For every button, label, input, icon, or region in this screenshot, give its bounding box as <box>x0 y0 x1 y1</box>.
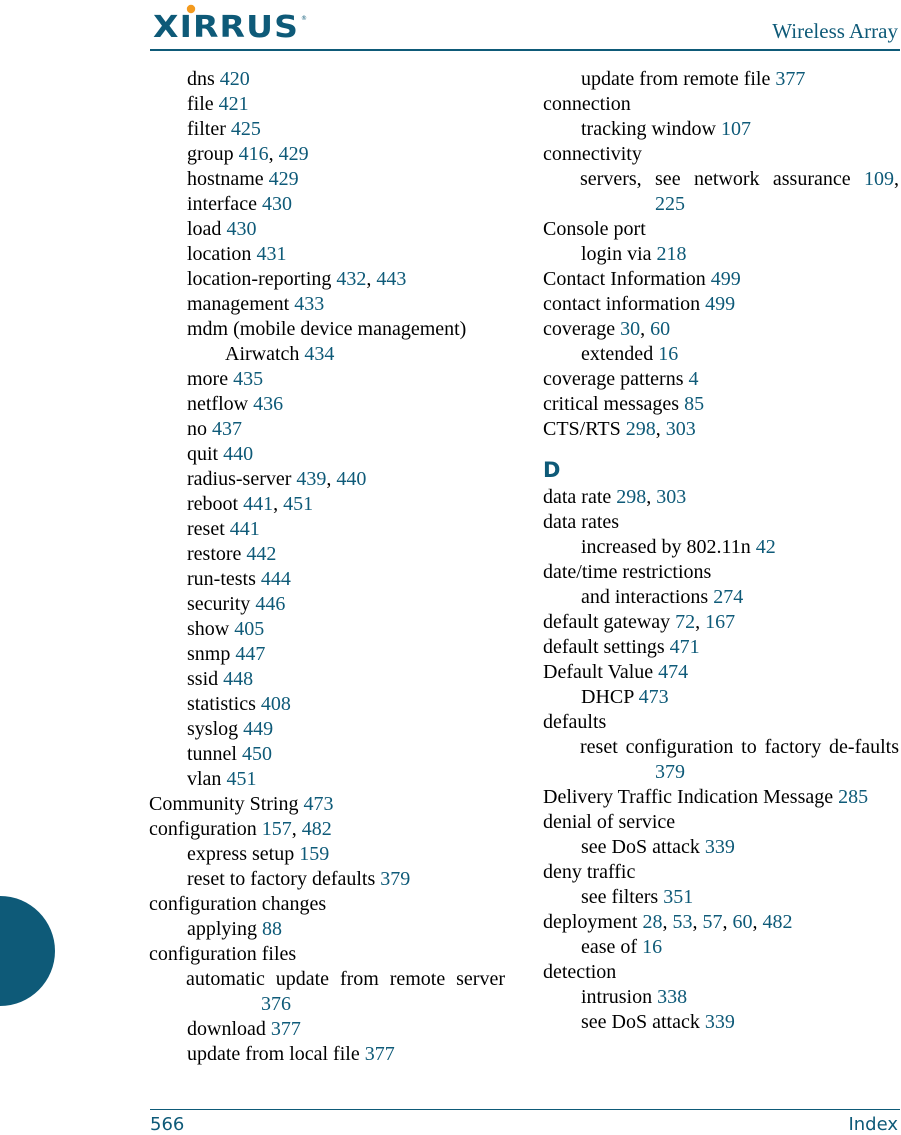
page-reference-link[interactable]: 440 <box>336 468 367 490</box>
index-term: hostname <box>187 168 264 190</box>
page-reference-link[interactable]: 72 <box>675 611 696 633</box>
index-entry <box>543 267 899 292</box>
page-reference-link[interactable]: 448 <box>223 668 254 690</box>
index-entry <box>149 867 505 892</box>
page-reference-link[interactable]: 450 <box>242 743 272 765</box>
index-term: contact information <box>543 293 701 315</box>
page-reference-link[interactable]: 339 <box>704 836 735 858</box>
index-entry <box>149 642 505 667</box>
index-entry <box>543 535 899 560</box>
page-reference-link[interactable]: 53 <box>672 911 693 933</box>
index-term: reset to factory defaults <box>187 868 376 890</box>
index-entry <box>543 885 899 910</box>
index-entry <box>149 367 505 392</box>
index-entry <box>149 942 505 967</box>
index-term: netflow <box>187 393 249 415</box>
index-term: update from remote file <box>581 68 771 90</box>
index-entry <box>543 510 899 535</box>
index-term: location-reporting <box>187 268 332 290</box>
index-term: reset configuration to factory de-faults <box>580 736 899 758</box>
index-entry: location-reporting 432, 443 <box>187 268 407 290</box>
index-entry: radius-server 439, 440 <box>187 468 367 490</box>
index-entry: CTS/RTS 298, 303 <box>543 418 696 440</box>
header-title: Wireless Array <box>772 19 898 43</box>
index-term: management <box>187 293 290 315</box>
index-entry <box>149 692 505 717</box>
index-entry: coverage 30, 60 <box>543 318 671 340</box>
page-reference-link[interactable]: 298 <box>616 486 647 508</box>
index-term: data rates <box>543 511 620 533</box>
index-entry <box>149 417 505 442</box>
page-reference-link[interactable]: 16 <box>658 343 679 365</box>
page-reference-link[interactable]: 57 <box>702 911 723 933</box>
index-term: deployment <box>543 911 638 933</box>
page-reference-link[interactable]: 439 <box>296 468 327 490</box>
page-reference-link[interactable]: 298 <box>625 418 656 440</box>
index-term: file <box>187 93 214 115</box>
index-term: interface <box>187 193 257 215</box>
index-term: show <box>187 618 230 640</box>
index-term: location <box>187 243 252 265</box>
index-term: critical messages <box>543 393 680 415</box>
index-term: ease of <box>581 936 638 958</box>
page-reference-link[interactable]: 451 <box>283 493 314 515</box>
page-reference-link[interactable]: 218 <box>656 243 687 265</box>
page-reference-link[interactable]: 433 <box>294 293 325 315</box>
index-term: denial of service <box>543 811 676 833</box>
page-reference-link[interactable]: 429 <box>278 143 309 165</box>
page-reference-link[interactable]: 30 <box>620 318 641 340</box>
index-entry: default gateway 72, 167 <box>543 611 736 633</box>
page-reference-link[interactable]: 431 <box>256 243 287 265</box>
index-entry <box>149 442 505 467</box>
page-reference-link[interactable]: 429 <box>268 168 299 190</box>
index-term: Community String <box>149 793 299 815</box>
index-term: restore <box>187 543 242 565</box>
page-reference-link[interactable]: 85 <box>684 393 705 415</box>
index-entry <box>149 192 505 217</box>
page-reference-link[interactable]: 420 <box>219 68 250 90</box>
page-reference-link[interactable]: 441 <box>243 493 274 515</box>
index-term: CTS/RTS <box>543 418 621 440</box>
page-reference-link[interactable]: 16 <box>642 936 663 958</box>
index-column-left <box>149 67 505 1067</box>
index-term: automatic update from remote server <box>186 968 505 990</box>
page-reference-link[interactable]: 421 <box>218 93 249 115</box>
page-reference-link[interactable]: 225 <box>655 193 685 215</box>
index-entry <box>543 660 899 685</box>
index-entry: servers, see network assurance 109, 225 <box>580 168 899 215</box>
page-reference-link[interactable]: 60 <box>732 911 753 933</box>
page-reference-link[interactable]: 425 <box>230 118 261 140</box>
index-entry <box>149 67 505 92</box>
index-entry <box>543 860 899 885</box>
index-entry <box>149 242 505 267</box>
section-thumb-tab <box>0 896 55 1006</box>
index-entry <box>543 242 899 267</box>
index-term: snmp <box>187 643 231 665</box>
page-reference-link[interactable]: 274 <box>713 586 744 608</box>
index-term: intrusion <box>581 986 653 1008</box>
index-entry <box>543 117 899 142</box>
index-term: date/time restrictions <box>543 561 712 583</box>
index-term: security <box>187 593 251 615</box>
index-entry <box>543 835 899 860</box>
footer-section-label: Index <box>848 1114 898 1135</box>
index-column-right <box>543 67 899 1035</box>
page-reference-link[interactable]: 379 <box>380 868 411 890</box>
index-entry <box>543 142 899 167</box>
index-term: Contact Information <box>543 268 706 290</box>
page-reference-link[interactable]: 408 <box>260 693 291 715</box>
index-entry <box>543 735 899 785</box>
page-reference-link[interactable]: 4 <box>688 368 699 390</box>
index-entry <box>149 217 505 242</box>
page-reference-link[interactable]: 109 <box>864 168 894 190</box>
index-entry <box>149 967 505 1017</box>
index-term: configuration <box>149 818 257 840</box>
index-term: Default Value <box>543 661 654 683</box>
index-entry <box>543 560 899 585</box>
index-term: applying <box>187 918 257 940</box>
index-term: dns <box>187 68 215 90</box>
page-reference-link[interactable]: 499 <box>710 268 741 290</box>
page-reference-link[interactable]: 446 <box>255 593 286 615</box>
index-term: default settings <box>543 636 665 658</box>
index-entry <box>149 1042 505 1067</box>
index-entry <box>543 635 899 660</box>
index-term: Delivery Traffic Indication Message <box>543 786 834 808</box>
index-term: group <box>187 143 234 165</box>
index-entry <box>543 960 899 985</box>
index-term: quit <box>187 443 219 465</box>
index-term: load <box>187 218 222 240</box>
page-reference-link[interactable]: 447 <box>235 643 266 665</box>
xirrus-logo <box>152 4 307 42</box>
index-term: and interactions <box>581 586 709 608</box>
index-term: coverage <box>543 318 616 340</box>
index-entry <box>149 542 505 567</box>
index-entry: deployment 28, 53, 57, 60, 482 <box>543 911 793 933</box>
index-term: configuration files <box>149 943 297 965</box>
page-reference-link[interactable]: 107 <box>720 118 751 140</box>
page-reference-link[interactable]: 441 <box>229 518 260 540</box>
index-entry <box>149 717 505 742</box>
index-term: configuration changes <box>149 893 327 915</box>
index-term: vlan <box>187 768 222 790</box>
index-entry <box>149 917 505 942</box>
page-reference-link[interactable]: 377 <box>270 1018 301 1040</box>
index-entry <box>149 342 505 367</box>
index-entry: data rate 298, 303 <box>543 486 687 508</box>
index-entry <box>543 367 899 392</box>
page-reference-link[interactable]: 303 <box>665 418 696 440</box>
index-term: radius-server <box>187 468 292 490</box>
index-entry <box>543 92 899 117</box>
page-reference-link[interactable]: 28 <box>642 911 663 933</box>
index-entry <box>543 217 899 242</box>
index-section-letter: D <box>543 458 561 482</box>
page-reference-link[interactable]: 351 <box>663 886 694 908</box>
page-reference-link[interactable]: 473 <box>638 686 669 708</box>
index-term: download <box>187 1018 266 1040</box>
page-reference-link[interactable]: 437 <box>212 418 242 440</box>
page-reference-link[interactable]: 436 <box>253 393 284 415</box>
index-entry <box>543 935 899 960</box>
page-reference-link[interactable]: 482 <box>762 911 793 933</box>
index-entry <box>543 710 899 735</box>
index-term: express setup <box>187 843 295 865</box>
index-term: run-tests <box>187 568 256 590</box>
index-term: see filters <box>581 886 659 908</box>
page-reference-link[interactable]: 42 <box>755 536 776 558</box>
page-reference-link[interactable]: 451 <box>226 768 257 790</box>
index-term: increased by 802.11n <box>581 536 751 558</box>
index-term: tracking window <box>581 118 716 140</box>
index-term: see DoS attack <box>581 1011 700 1033</box>
index-entry <box>543 685 899 710</box>
index-term: deny traffic <box>543 861 636 883</box>
index-entry <box>149 842 505 867</box>
page-reference-link[interactable]: 473 <box>303 793 334 815</box>
page-reference-link[interactable]: 442 <box>246 543 277 565</box>
index-term: extended <box>581 343 654 365</box>
page-reference-link[interactable]: 285 <box>838 786 869 808</box>
index-entry <box>543 810 899 835</box>
index-entry <box>149 117 505 142</box>
index-entry <box>543 785 899 810</box>
svg-text:®: ® <box>301 15 307 22</box>
header-rule <box>150 49 900 51</box>
index-term: mdm (mobile device management) <box>187 318 467 340</box>
index-term: see DoS attack <box>581 836 700 858</box>
page-reference-link[interactable]: 167 <box>705 611 736 633</box>
index-term: reboot <box>187 493 239 515</box>
page-reference-link[interactable]: 430 <box>261 193 292 215</box>
page-reference-link[interactable]: 435 <box>233 368 264 390</box>
index-entry <box>149 792 505 817</box>
index-entry <box>543 67 899 92</box>
index-term: connection <box>543 93 631 115</box>
page-reference-link[interactable]: 60 <box>650 318 671 340</box>
index-term: DHCP <box>581 686 634 708</box>
index-entry <box>149 592 505 617</box>
index-term: detection <box>543 961 617 983</box>
page-reference-link[interactable]: 444 <box>260 568 291 590</box>
index-entry <box>149 1017 505 1042</box>
index-entry: group 416, 429 <box>187 143 309 165</box>
index-term: ssid <box>187 668 219 690</box>
index-entry <box>149 617 505 642</box>
page-number: 566 <box>150 1114 185 1135</box>
index-term: coverage patterns <box>543 368 684 390</box>
index-entry <box>543 292 899 317</box>
index-entry <box>149 167 505 192</box>
index-entry <box>149 292 505 317</box>
index-entry <box>543 585 899 610</box>
index-term: update from local file <box>187 1043 360 1065</box>
page-reference-link[interactable]: 377 <box>775 68 806 90</box>
page-reference-link[interactable]: 471 <box>669 636 700 658</box>
index-term: filter <box>187 118 226 140</box>
index-term: Console port <box>543 218 646 240</box>
index-term: tunnel <box>187 743 237 765</box>
index-entry: reboot 441, 451 <box>187 493 314 515</box>
index-entry: configuration 157, 482 <box>149 818 332 840</box>
index-entry <box>149 567 505 592</box>
page-reference-link[interactable]: 482 <box>301 818 332 840</box>
page-reference-link[interactable]: 440 <box>223 443 254 465</box>
index-entry <box>149 892 505 917</box>
page-reference-link[interactable]: 377 <box>364 1043 395 1065</box>
page-reference-link[interactable]: 338 <box>657 986 688 1008</box>
index-term: reset <box>187 518 225 540</box>
page-reference-link[interactable]: 499 <box>705 293 736 315</box>
index-entry <box>543 985 899 1010</box>
index-term: syslog <box>187 718 239 740</box>
page-reference-link[interactable]: 430 <box>226 218 257 240</box>
index-entry <box>149 92 505 117</box>
page-reference-link[interactable]: 434 <box>304 343 335 365</box>
page-reference-link[interactable]: 88 <box>262 918 282 940</box>
page-reference-link[interactable]: 303 <box>656 486 687 508</box>
page-reference-link[interactable]: 379 <box>655 761 685 783</box>
page-reference-link[interactable]: 443 <box>376 268 407 290</box>
index-entry <box>149 317 505 342</box>
index-term: login via <box>581 243 652 265</box>
index-term: connectivity <box>543 143 642 165</box>
footer-rule <box>150 1109 900 1110</box>
index-entry <box>543 342 899 367</box>
index-term: more <box>187 368 229 390</box>
page-reference-link[interactable]: 432 <box>336 268 367 290</box>
index-entry <box>149 767 505 792</box>
page-reference-link[interactable]: 376 <box>261 993 291 1015</box>
logo-wordmark: XIRRUS <box>153 10 299 42</box>
index-term: no <box>187 418 207 440</box>
index-term: statistics <box>187 693 256 715</box>
index-term: defaults <box>543 711 607 733</box>
page-reference-link[interactable]: 405 <box>234 618 265 640</box>
page-reference-link[interactable]: 339 <box>704 1011 735 1033</box>
index-term: data rate <box>543 486 612 508</box>
index-entry <box>149 742 505 767</box>
page-reference-link[interactable]: 449 <box>243 718 274 740</box>
index-entry <box>543 1010 899 1035</box>
page-reference-link[interactable]: 474 <box>658 661 689 683</box>
index-term: servers, see network assurance <box>580 168 851 190</box>
index-term: default gateway <box>543 611 671 633</box>
index-term: Airwatch <box>225 343 300 365</box>
page-reference-link[interactable]: 157 <box>261 818 292 840</box>
page-reference-link[interactable]: 416 <box>238 143 269 165</box>
index-entry <box>149 517 505 542</box>
index-entry <box>149 667 505 692</box>
page-reference-link[interactable]: 159 <box>299 843 330 865</box>
index-entry <box>543 392 899 417</box>
index-entry <box>149 392 505 417</box>
